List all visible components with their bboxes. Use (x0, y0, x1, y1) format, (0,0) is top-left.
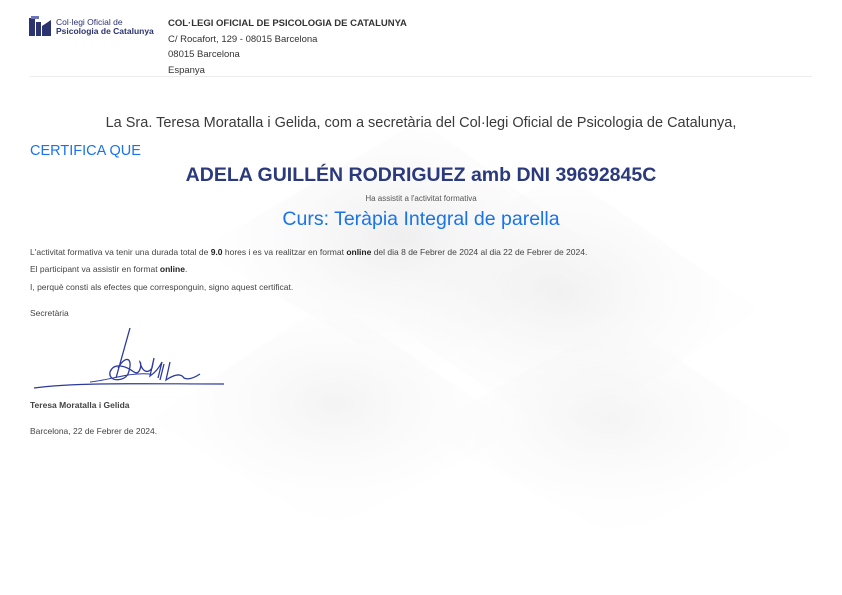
address-country: Espanya (168, 64, 205, 76)
logo-line2: Psicologia de Catalunya (56, 26, 154, 36)
participant-name: ADELA GUILLÉN RODRIGUEZ amb DNI 39692845C (185, 164, 657, 186)
address-city: 08015 Barcelona (168, 49, 240, 60)
header-divider (30, 76, 812, 77)
attendance-paragraph: El participant va assistir en format online. (30, 264, 188, 274)
attendance-format: online (159, 264, 185, 274)
address-street: C/ Rocafort, 129 - 08015 Barcelona (168, 33, 318, 45)
handwritten-signature (30, 322, 230, 397)
institution-name: COL·LEGI OFICIAL DE PSICOLOGIA DE CATALUNYA (168, 18, 407, 29)
format-value: online (346, 247, 372, 257)
closing-paragraph: I, perquè consti als efectes que corresponguin, signo aquest certificat. (30, 282, 294, 292)
signer-role: Secretària (30, 308, 69, 318)
certificate-intro: La Sra. Teresa Moratalla i Gelida, com a secretària del Col·legi Oficial de Psicologia de Catalunya, (105, 115, 737, 131)
signer-name: Teresa Moratalla i Gelida (30, 400, 130, 410)
place-and-date: Barcelona, 22 de Febrer de 2024. (30, 426, 158, 436)
copc-logo-icon (29, 16, 51, 38)
logo-line1: Col·legi Oficial de (56, 17, 123, 27)
attended-label: Ha assistit a l'activitat formativa (365, 194, 477, 203)
copc-logo (29, 13, 164, 41)
certifica-que: CERTIFICA QUE (30, 143, 141, 159)
duration-paragraph: L'activitat formativa va tenir una durada total de 9.0 hores i es va realitzar en format online del dia 8 de Febrer de 2024 al dia 22 de Febrer de 2024. (30, 247, 588, 257)
institution-address (168, 16, 407, 78)
course-title: Curs: Teràpia Integral de parella (282, 208, 560, 230)
hours-value: 9.0 (210, 247, 223, 257)
